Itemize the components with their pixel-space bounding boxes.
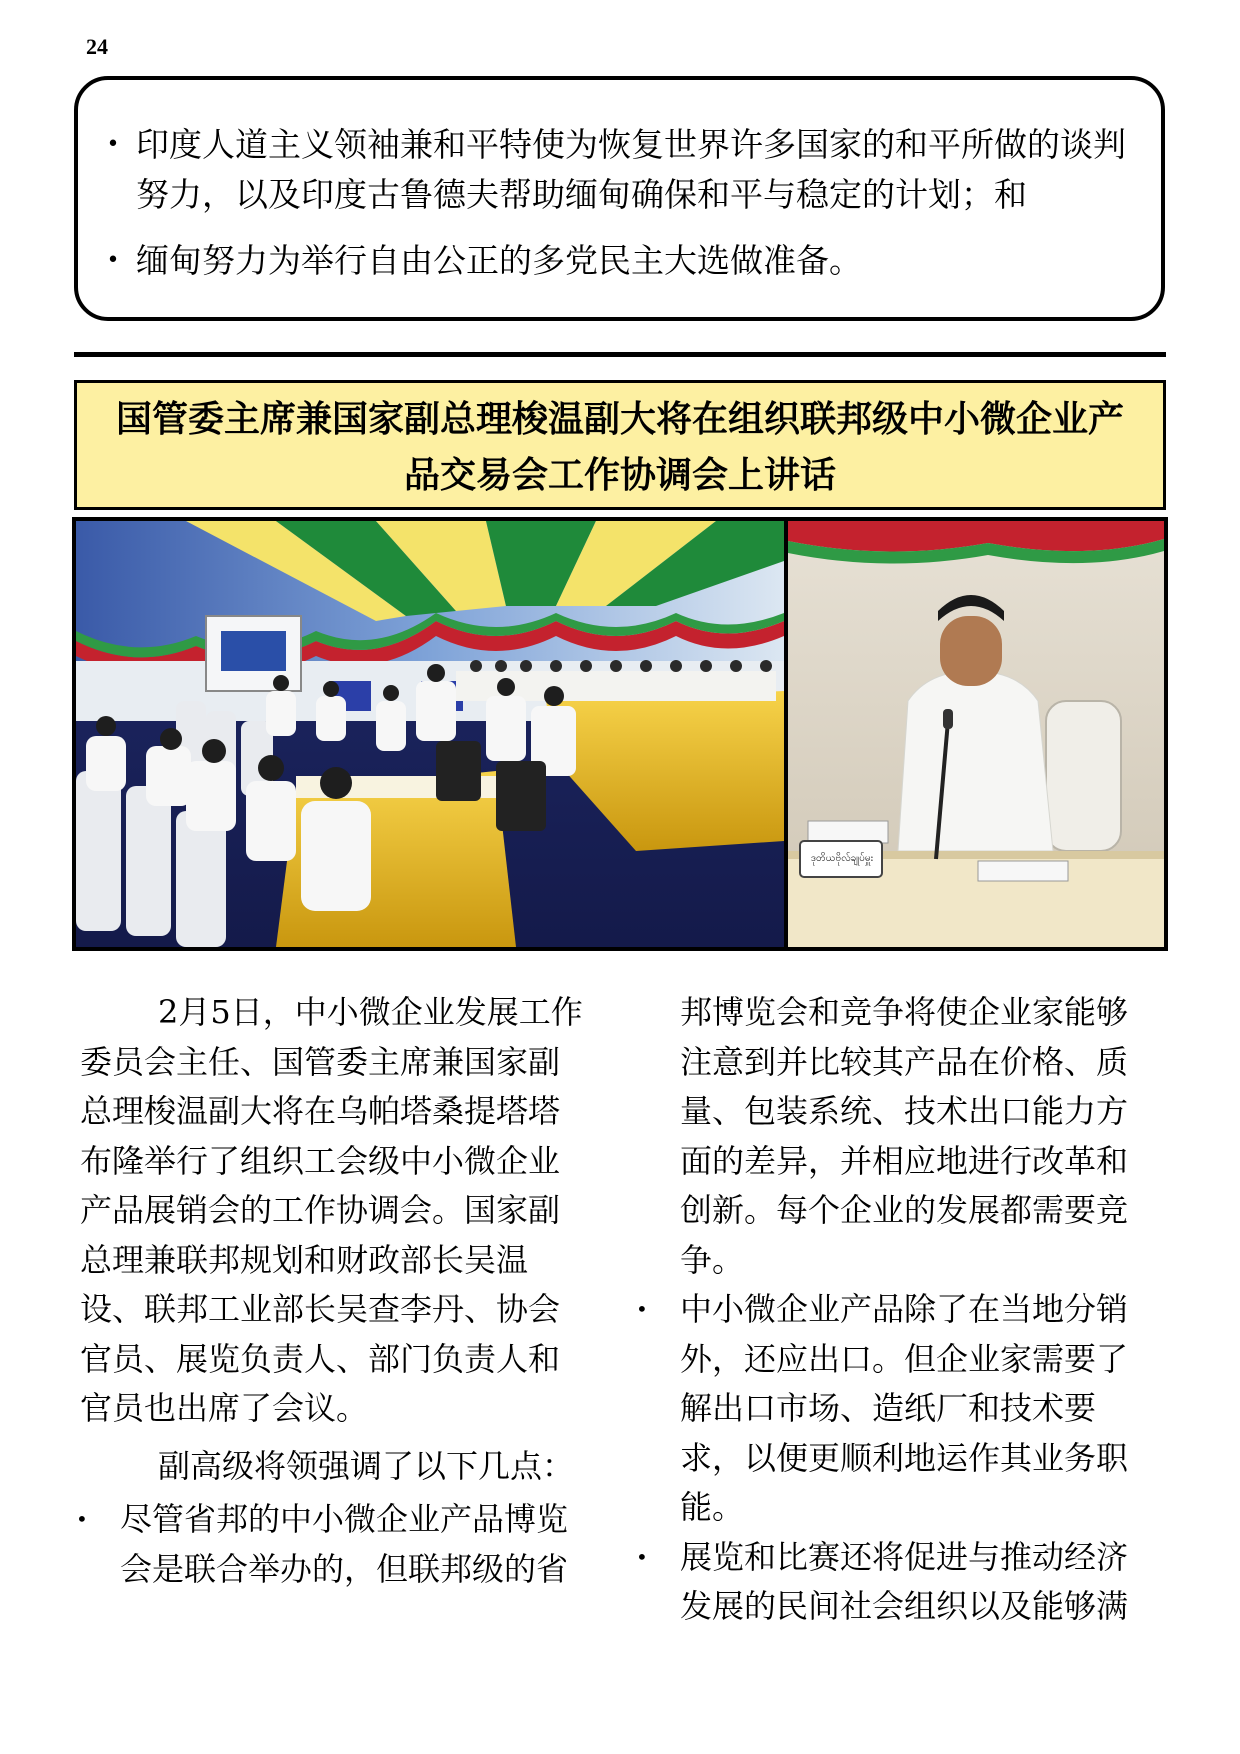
paragraph-1-line: 产品展销会的工作协调会。国家副 xyxy=(80,1191,561,1229)
top-bullet-1 xyxy=(90,120,1126,220)
paragraph-1-line: 2月5日，中小微企业发展工作 xyxy=(158,993,583,1031)
bullet-2-line: 外，还应出口。但企业家需要了 xyxy=(680,1339,1129,1378)
bullet-3-line: 发展的民间社会组织以及能够满 xyxy=(680,1587,1129,1625)
top-bullet-2-line1: 缅甸努力为举行自由公正的多党民主大选做准备。 xyxy=(136,241,862,280)
bullet-1-cont-line: 面的差异，并相应地进行改革和 xyxy=(680,1141,1129,1180)
bullet-dot-icon: • xyxy=(106,248,120,273)
bullet-item-1-continued xyxy=(640,988,1162,1285)
bullet-item-1 xyxy=(76,1495,602,1594)
bullet-2-line: 求，以便更顺利地运作其业务职 xyxy=(680,1438,1129,1477)
bullet-1-cont-line: 量、包装系统、技术出口能力方 xyxy=(680,1092,1129,1130)
paragraph-1 xyxy=(80,988,602,1038)
bullet-1-cont-line: 创新。每个企业的发展都需要竞 xyxy=(680,1191,1129,1229)
top-bullet-1-line2: 努力，以及印度古鲁德夫帮助缅甸确保和平与稳定的计划；和 xyxy=(136,175,1027,214)
bullet-1-cont-line: 注意到并比较其产品在价格、质 xyxy=(680,1042,1129,1081)
bullet-1-line: 尽管省邦的中小微企业产品博览 xyxy=(120,1500,569,1538)
bullet-1-cont-line: 邦博览会和竞争将使企业家能够 xyxy=(680,993,1129,1031)
photo-frame xyxy=(72,517,1168,951)
bullet-1-cont-line: 争。 xyxy=(680,1240,745,1279)
speaker-photo xyxy=(788,521,1164,947)
paragraph-1-line: 总理兼联邦规划和财政部长吴温 xyxy=(80,1240,529,1279)
bullet-2-line: 中小微企业产品除了在当地分销 xyxy=(680,1290,1129,1328)
left-column xyxy=(76,988,602,1594)
section-divider xyxy=(74,352,1166,357)
bullet-item-3 xyxy=(636,1533,1162,1632)
paragraph-1-line: 总理梭温副大将在乌帕塔桑提塔塔 xyxy=(80,1092,561,1130)
paragraph-1-line: 布隆举行了组织工会级中小微企业 xyxy=(80,1141,561,1180)
bullet-dot-icon: • xyxy=(106,132,120,157)
bullet-2-line: 解出口市场、造纸厂和技术要 xyxy=(680,1389,1097,1427)
paragraph-1-line: 官员、展览负责人、部门负责人和 xyxy=(80,1339,561,1378)
article-title-line2: 品交易会工作协调会上讲话 xyxy=(403,454,836,496)
paragraph-1-line: 委员会主任、国管委主席兼国家副 xyxy=(80,1042,561,1081)
top-bullet-1-line1: 印度人道主义领袖兼和平特使为恢复世界许多国家的和平所做的谈判 xyxy=(136,125,1126,164)
meeting-hall-photo xyxy=(76,521,784,947)
right-column xyxy=(636,988,1162,1632)
bullet-dot-icon: • xyxy=(636,1297,648,1321)
top-bullet-box xyxy=(74,76,1165,321)
article-title-box xyxy=(74,380,1166,510)
speaker-nameplate-text: ဒုတိယဗိုလ်ချုပ်မှူး xyxy=(810,853,874,864)
bullet-dot-icon: • xyxy=(76,1507,88,1531)
page-number: 24 xyxy=(86,34,108,59)
paragraph-1-line: 官员也出席了会议。 xyxy=(80,1389,369,1427)
top-bullet-2 xyxy=(90,236,862,286)
article-title-line1: 国管委主席兼国家副总理梭温副大将在组织联邦级中小微企业产 xyxy=(115,398,1124,440)
bullet-1-line: 会是联合举办的，但联邦级的省 xyxy=(120,1549,569,1588)
bullet-3-line: 展览和比赛还将促进与推动经济 xyxy=(680,1537,1129,1576)
bullet-2-line: 能。 xyxy=(680,1488,745,1526)
paragraph-2: 副高级将领强调了以下几点： xyxy=(158,1446,575,1485)
bullet-dot-icon: • xyxy=(636,1544,648,1569)
paragraph-1-line: 设、联邦工业部长吴查李丹、协会 xyxy=(80,1290,561,1328)
bullet-item-2 xyxy=(636,1285,1162,1533)
